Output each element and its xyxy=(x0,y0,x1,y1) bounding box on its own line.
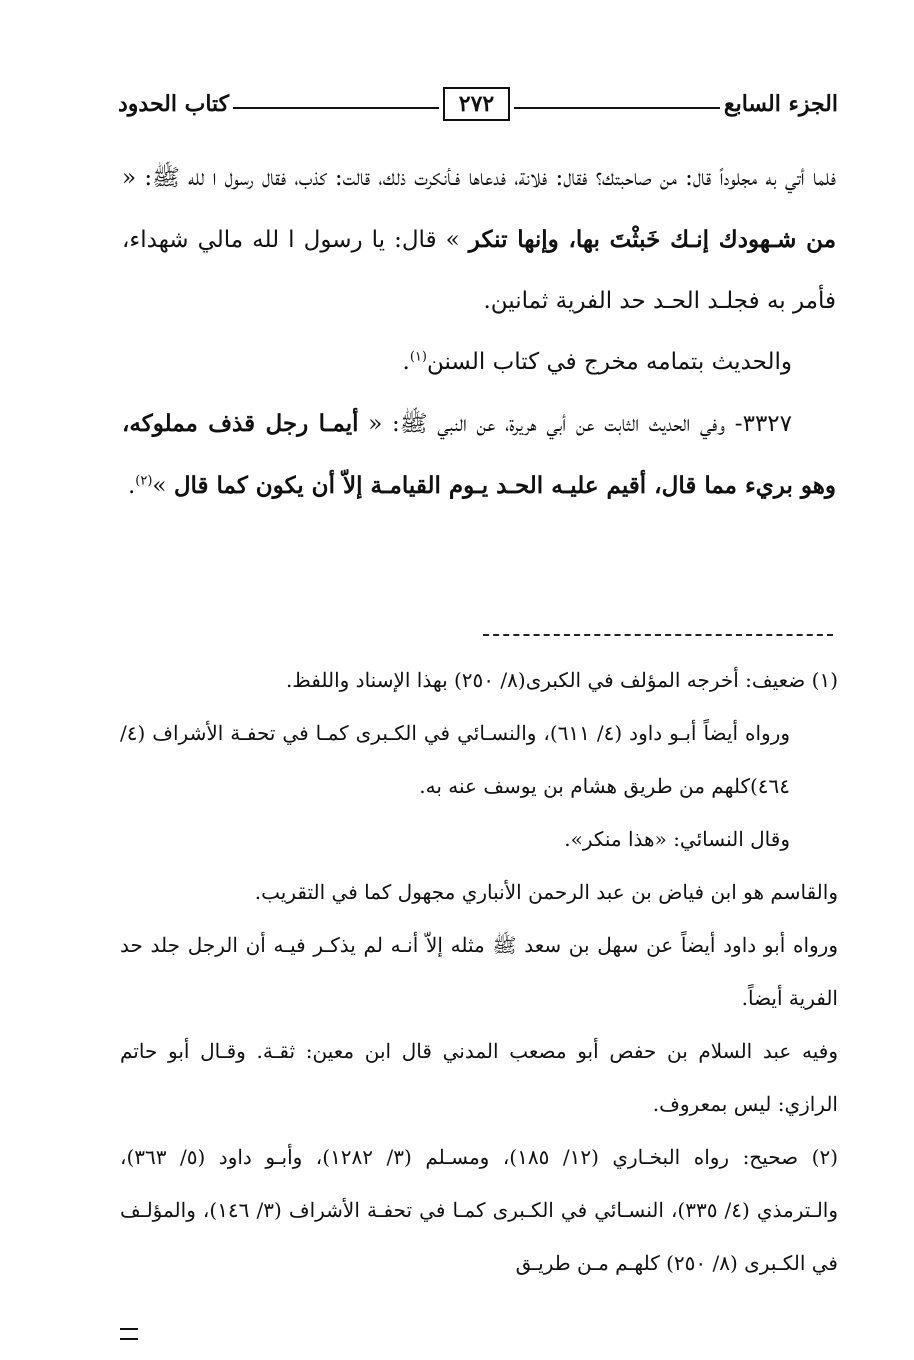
volume-label: الجزء السابع xyxy=(723,91,838,117)
text-run: » قال: يا رسول ا لله مالي شهداء، فأمر به فجلـد الحـد حد الفرية ثمانين. xyxy=(122,227,836,314)
text-run: فلما أتي به مجلوداً قال: من صاحبتك؟ فقال: فلانة، فدعاها فـأنكرت ذلك، قالت: كذب، فقال رسول ا لله ﷺ: « xyxy=(122,165,836,191)
paragraph xyxy=(122,332,836,393)
footnote-line: ورواه أيضاً أبـو داود (٤/ ٦١١)، والنسـائي في الكـبرى كمـا في تحفـة الأشراف (٤/ ٤٦٤)كلهم من طريق هشام بن يوسف عنه به. xyxy=(120,721,790,798)
paragraph xyxy=(122,148,836,332)
running-header xyxy=(118,82,838,126)
page-number: ٢٧٢ xyxy=(443,87,510,121)
text-run: ٣٣٢٧- وفي الحديث الثابت عن أبي هريرة، عن النبي ﷺ: « xyxy=(368,411,793,437)
header-rule xyxy=(233,107,439,109)
footnote-ref: (٢) xyxy=(135,473,153,489)
footnotes xyxy=(120,654,838,1290)
hadith-quote: من شـهودك إنـك خَبثْتَ بها، وإنها تنكر xyxy=(468,226,837,253)
footnote-line: والقاسم هو ابن فياض بن عبد الرحمن الأنباري مجهول كما في التقريب. xyxy=(254,880,838,904)
footnote: (٢) صحيح: رواه البخـاري (١٢/ ١٨٥)، ومسـلم (٣/ ١٢٨٢)، وأبـو داود (٥/ ٣٦٣)، والـترمذي (٤/ ٣٣٥)، النسـائي في الكـبرى كمـا في تحفـة الأشراف (٣/ ١٤٦)، والمؤلـف في الكـبرى (٨/ ٢٥٠) كلهـم مـن طريـق xyxy=(120,1145,839,1275)
hadith-quote: أيمـا رجل قذف مملوكه، وهو بريء مما قال، أقيم عليـه الحـد يـوم القيامـة إلاّ أن يكون كما قال xyxy=(122,410,836,499)
footnote-line: وفيه عبد السلام بن حفص أبو مصعب المدني قال ابن معين: ثقـة. وقـال أبو حاتم الرازي: ليس بمعروف. xyxy=(120,1039,838,1116)
footnote: (١) ضعيف: أخرجه المؤلف في الكبرى(٨/ ٢٥٠) بهذا الإسناد واللفظ. xyxy=(285,668,838,692)
paragraph xyxy=(122,393,836,517)
header-rule xyxy=(514,107,720,109)
footnote-separator xyxy=(483,634,833,636)
continuation-mark xyxy=(120,1328,138,1340)
text-run: . xyxy=(402,349,410,375)
text-run: . xyxy=(127,473,136,499)
footnote-ref: (١) xyxy=(409,349,427,365)
footnote-line: وقال النسائي: «هذا منكر». xyxy=(564,827,790,851)
text-run: » xyxy=(152,473,167,499)
book-title: كتاب الحدود xyxy=(117,91,230,117)
main-text xyxy=(122,148,836,517)
footnote-line: ورواه أبو داود أيضاً عن سهل بن سعد ﷺ مثله إلاّ أنـه لم يذكـر فيـه أن الرجل جلد حد الفرية أيضاً. xyxy=(120,933,838,1010)
text-run: والحديث بتمامه مخرج في كتاب السنن xyxy=(426,349,792,375)
